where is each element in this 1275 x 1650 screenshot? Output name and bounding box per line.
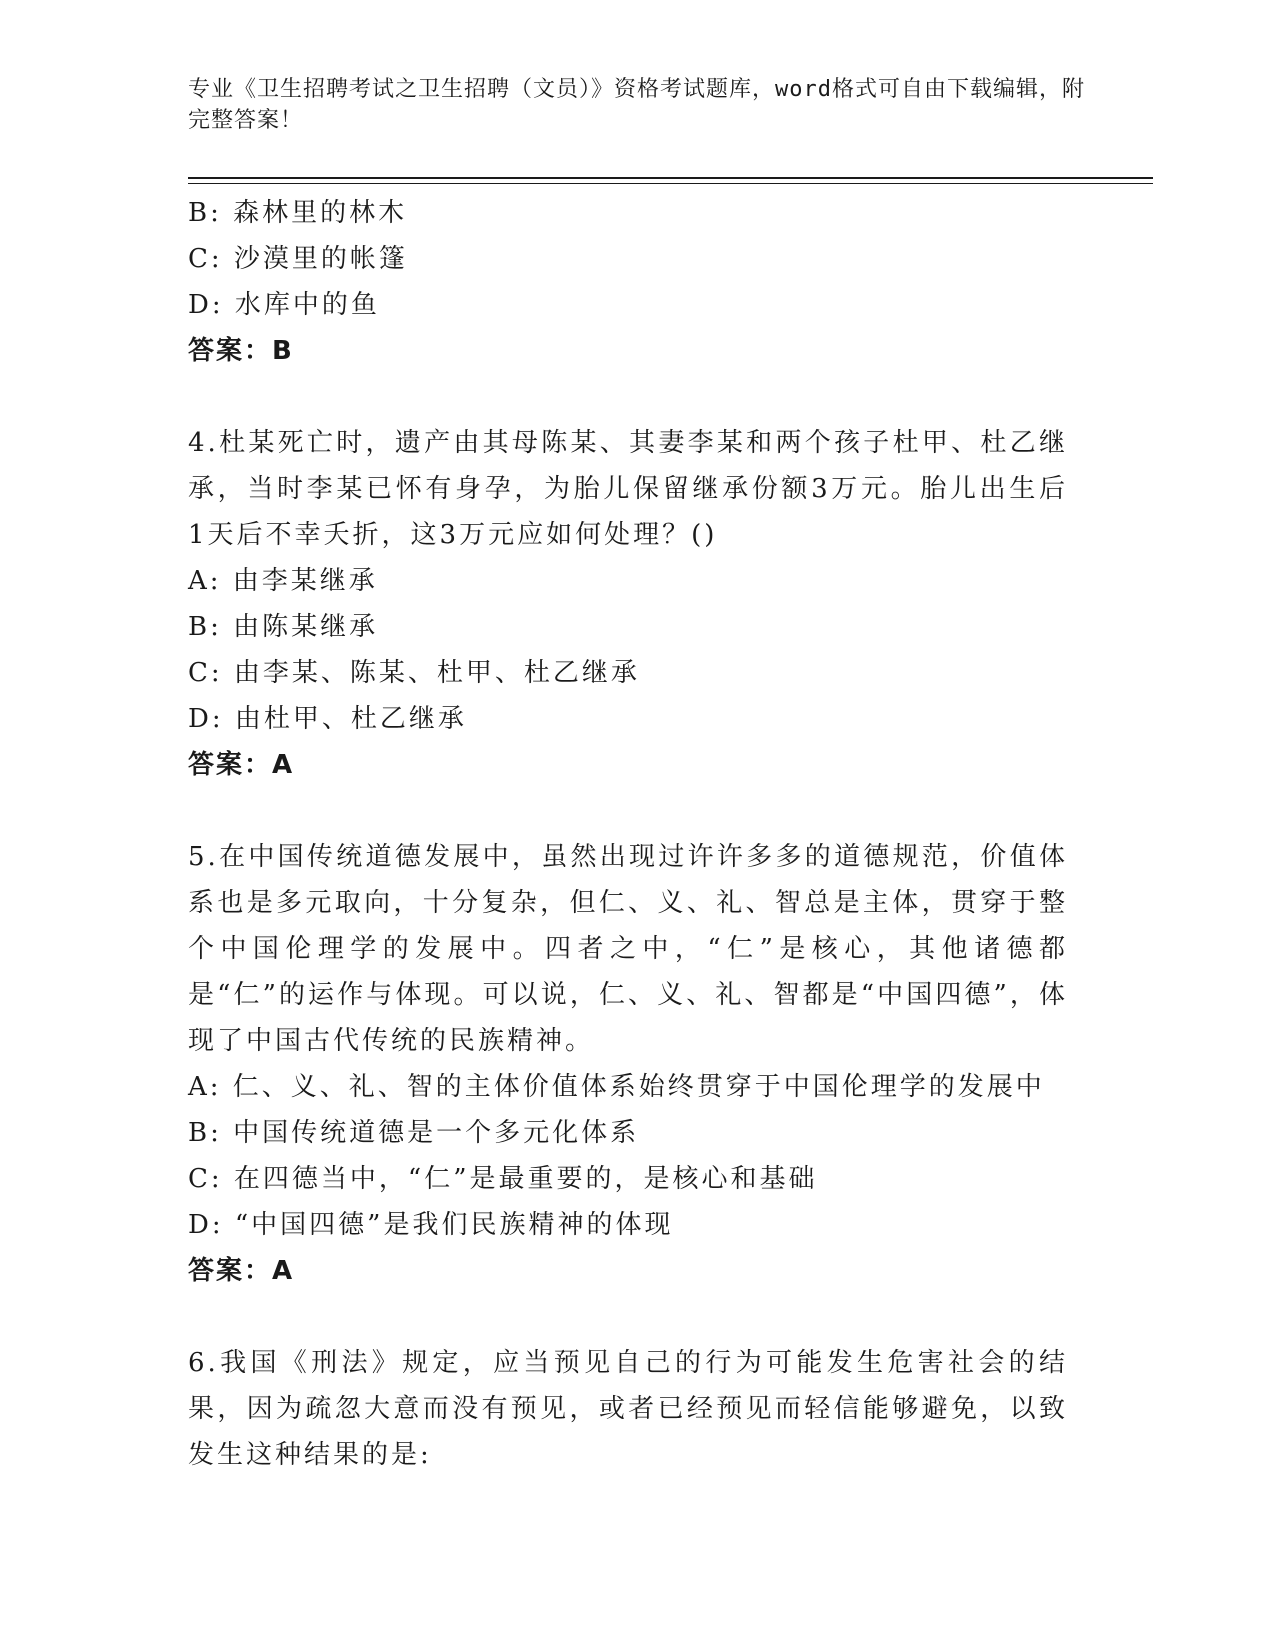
question-3-tail [188,190,1068,374]
option-d: D: 由杜甲、杜乙继承 [188,704,467,734]
answer: 答案：B [188,336,294,366]
option-b: B: 森林里的林木 [188,198,408,228]
answer: 答案：A [188,1256,295,1286]
option-b: B: 中国传统道德是一个多元化体系 [188,1118,640,1148]
option-c: C: 由李某、陈某、杜甲、杜乙继承 [188,658,640,688]
spacer [188,374,1068,420]
question-6 [188,1340,1068,1478]
spacer [188,1294,1068,1340]
question-stem: 6.我国《刑法》规定，应当预见自己的行为可能发生危害社会的结果，因为疏忽大意而没有预见，或者已经预见而轻信能够避免，以致发生这种结果的是: [188,1348,1068,1470]
option-a: A: 由李某继承 [188,566,378,596]
option-a: A: 仁、义、礼、智的主体价值体系始终贯穿于中国伦理学的发展中 [188,1072,1045,1102]
option-d: D: “中国四德”是我们民族精神的体现 [188,1210,674,1240]
question-stem: 4.杜某死亡时，遗产由其母陈某、其妻李某和两个孩子杜甲、杜乙继承，当时李某已怀有身孕，为胎儿保留继承份额3万元。胎儿出生后1天后不幸夭折，这3万元应如何处理？() [188,428,1068,550]
document-header: 专业《卫生招聘考试之卫生招聘（文员）》资格考试题库，word格式可自由下载编辑，附完整答案！ [188,77,1085,133]
document-body [188,190,1068,1478]
option-c: C: 在四德当中，“仁”是最重要的，是核心和基础 [188,1164,818,1194]
question-4 [188,420,1068,788]
option-d: D: 水库中的鱼 [188,290,380,320]
header-divider-thin [188,183,1153,184]
question-stem: 5.在中国传统道德发展中，虽然出现过许许多多的道德规范，价值体系也是多元取向，十分复杂，但仁、义、礼、智总是主体，贯穿于整个中国伦理学的发展中。四者之中，“仁”是核心，其他诸德都是“仁”的运作与体现。可以说，仁、义、礼、智都是“中国四德”，体现了中国古代传统的民族精神。 [188,842,1068,1056]
option-c: C: 沙漠里的帐篷 [188,244,408,274]
answer: 答案：A [188,750,295,780]
spacer [188,788,1068,834]
question-5 [188,834,1068,1294]
option-b: B: 由陈某继承 [188,612,379,642]
header-divider-thick [188,177,1153,179]
